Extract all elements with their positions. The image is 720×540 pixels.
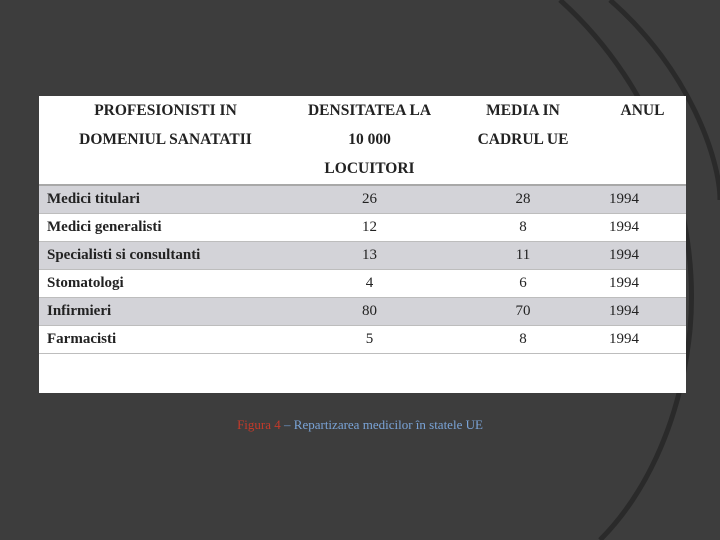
- year-value: 1994: [599, 185, 686, 214]
- year-value: 1994: [599, 326, 686, 354]
- density-value: 26: [292, 185, 447, 214]
- table-row: [39, 214, 686, 242]
- header-line: LOCUITORI: [324, 160, 415, 177]
- table-row: [39, 242, 686, 270]
- year-value: 1994: [599, 214, 686, 242]
- header-line: 10 000: [348, 131, 391, 148]
- eu-average-value: 28: [447, 185, 599, 214]
- caption-text: Repartizarea medicilor în statele UE: [293, 417, 483, 432]
- header-line: DOMENIUL SANATATII: [79, 131, 252, 148]
- year-value: 1994: [599, 270, 686, 298]
- eu-average-value: 70: [447, 298, 599, 326]
- density-value: 12: [292, 214, 447, 242]
- row-label: Medici titulari: [39, 185, 292, 214]
- header-line: MEDIA IN: [486, 102, 560, 119]
- table-image: [39, 96, 686, 393]
- row-label: Medici generalisti: [39, 214, 292, 242]
- table-row: [39, 185, 686, 214]
- eu-average-value: 11: [447, 242, 599, 270]
- row-label: Infirmieri: [39, 298, 292, 326]
- row-label: Farmacisti: [39, 326, 292, 354]
- caption-figure-number: Figura 4: [237, 417, 281, 432]
- header-line: CADRUL UE: [477, 131, 569, 148]
- header-line: ANUL: [620, 102, 665, 119]
- year-value: 1994: [599, 242, 686, 270]
- header-media: [447, 96, 599, 185]
- eu-average-value: 6: [447, 270, 599, 298]
- table-row: [39, 298, 686, 326]
- density-value: 5: [292, 326, 447, 354]
- caption-dash: –: [280, 417, 294, 432]
- row-label: Stomatologi: [39, 270, 292, 298]
- eu-average-value: 8: [447, 326, 599, 354]
- header-densitatea: [292, 96, 447, 185]
- header-profesionisti: [39, 96, 292, 185]
- year-value: 1994: [599, 298, 686, 326]
- health-professionals-table: [39, 96, 686, 354]
- eu-average-value: 8: [447, 214, 599, 242]
- density-value: 80: [292, 298, 447, 326]
- table-header-row: [39, 96, 686, 185]
- density-value: 4: [292, 270, 447, 298]
- header-line: DENSITATEA LA: [307, 102, 432, 119]
- table-row: [39, 326, 686, 354]
- table-row: [39, 270, 686, 298]
- header-anul: [599, 96, 686, 185]
- density-value: 13: [292, 242, 447, 270]
- header-line: PROFESIONISTI IN: [94, 102, 237, 119]
- figure-caption: [0, 417, 720, 433]
- row-label: Specialisti si consultanti: [39, 242, 292, 270]
